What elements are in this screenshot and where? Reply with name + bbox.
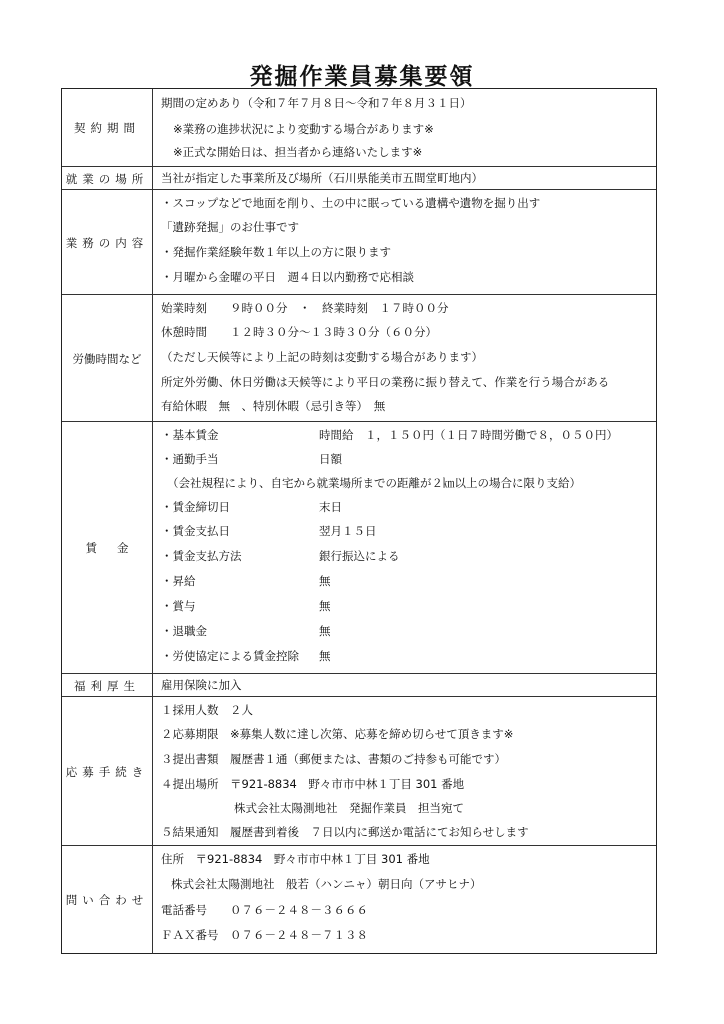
wage-item-name: ・通勤手当 [161, 452, 219, 466]
text-line: 「遺跡発掘」のお仕事です [161, 220, 299, 234]
wage-item-name: ・賞与 [161, 599, 196, 613]
label-benefits: 福利厚生 [62, 674, 153, 697]
text-line: ４提出場所 〒921-8834 野々市市中林１丁目 301 番地 [161, 777, 465, 791]
row-working-hours [62, 294, 656, 422]
text-line: ・発掘作業経験年数１年以上の方に限ります [161, 245, 391, 259]
recruitment-form-table [61, 88, 657, 954]
content-contract-period [153, 89, 656, 166]
text-line: 期間の定めあり（令和７年７月８日～令和７年８月３１日） [161, 96, 472, 110]
row-contact [62, 845, 656, 954]
row-work-location [62, 166, 656, 190]
wage-item-name: ・賃金支払日 [161, 524, 230, 538]
wage-item-value: 無 [319, 624, 331, 638]
label-contract-period: 契約期間 [62, 89, 153, 166]
text-line: ・月曜から金曜の平日 週４日以内勤務で応相談 [161, 270, 414, 284]
wage-item-value: 末日 [319, 500, 342, 514]
text-line: 有給休暇 無 、特別休暇（忌引き等） 無 [161, 399, 386, 413]
wage-item-name: ・昇給 [161, 574, 196, 588]
label-working-hours: 労働時間など [62, 295, 153, 422]
wage-item-name: ・賃金支払方法 [161, 549, 242, 563]
fax-number: ＦＡＸ番号 ０７６－２４８－７１３８ [161, 928, 368, 942]
wage-item-value: 翌月１５日 [319, 524, 377, 538]
wage-item-name: ・労使協定による賃金控除 [161, 649, 299, 663]
page-title: 発掘作業員募集要領 [249, 64, 475, 90]
wage-item-name: ・退職金 [161, 624, 207, 638]
text-line: 住所 〒921-8834 野々市市中林１丁目 301 番地 [161, 852, 430, 866]
text-line: 始業時刻 ９時００分 ・ 終業時刻 １７時００分 [161, 301, 449, 315]
text-line: 所定外労働、休日労働は天候等により平日の業務に振り替えて、作業を行う場合がある [161, 375, 610, 389]
text-line: ５結果通知 履歴書到着後 ７日以内に郵送か電話にてお知らせします [161, 825, 529, 839]
row-wages [62, 421, 656, 674]
text-line: ２応募期限 ※募集人数に達し次第、応募を締め切らせて頂きます※ [161, 727, 514, 741]
wage-item-value: 時間給 １，１５０円（１日７時間労働で８，０５０円） [319, 428, 618, 442]
wage-item-value: 無 [319, 599, 331, 613]
row-contract-period [62, 89, 656, 166]
text-line: ・スコップなどで地面を削り、土の中に眠っている遺構や遺物を掘り出す [161, 196, 541, 210]
row-application-procedure [62, 696, 656, 846]
wage-note: （会社規程により、自宅から就業場所までの距離が２㎞以上の場合に限り支給） [167, 476, 581, 490]
label-wages: 賃金 [62, 422, 153, 674]
row-job-description [62, 189, 656, 295]
wage-item-value: 無 [319, 574, 331, 588]
text-line: 当社が指定した事業所及び場所（石川県能美市五間堂町地内） [161, 171, 483, 185]
text-line: １採用人数 ２人 [161, 703, 253, 717]
row-benefits [62, 673, 656, 697]
wage-item-value: 日額 [319, 452, 342, 466]
label-work-location: 就業の場所 [62, 167, 153, 190]
text-line: 雇用保険に加入 [161, 678, 242, 692]
text-line: ※正式な開始日は、担当者から連絡いたします※ [173, 145, 423, 159]
wage-item-name: ・基本賃金 [161, 428, 219, 442]
text-line: ３提出書類 履歴書１通（郵便または、書類のご持参も可能です） [161, 752, 506, 766]
label-application-procedure: 応募手続き [62, 697, 153, 846]
label-job-description: 業務の内容 [62, 190, 153, 295]
wage-item-name: ・賃金締切日 [161, 500, 230, 514]
phone-number: 電話番号 ０７６－２４８－３６６６ [161, 903, 368, 917]
label-contact: 問い合わせ [62, 846, 153, 954]
wage-item-value: 銀行振込による [319, 549, 400, 563]
text-line: 休憩時間 １２時３０分～１３時３０分（６０分） [161, 325, 437, 339]
text-line: 株式会社太陽測地社 発掘作業員 担当宛て [234, 801, 464, 815]
text-line: 株式会社太陽測地社 般若（ハンニャ）朝日向（アサヒナ） [171, 877, 482, 891]
wage-item-value: 無 [319, 649, 331, 663]
text-line: ※業務の進捗状況により変動する場合があります※ [173, 122, 434, 136]
text-line: （ただし天候等により上記の時刻は変動する場合があります） [161, 350, 483, 364]
